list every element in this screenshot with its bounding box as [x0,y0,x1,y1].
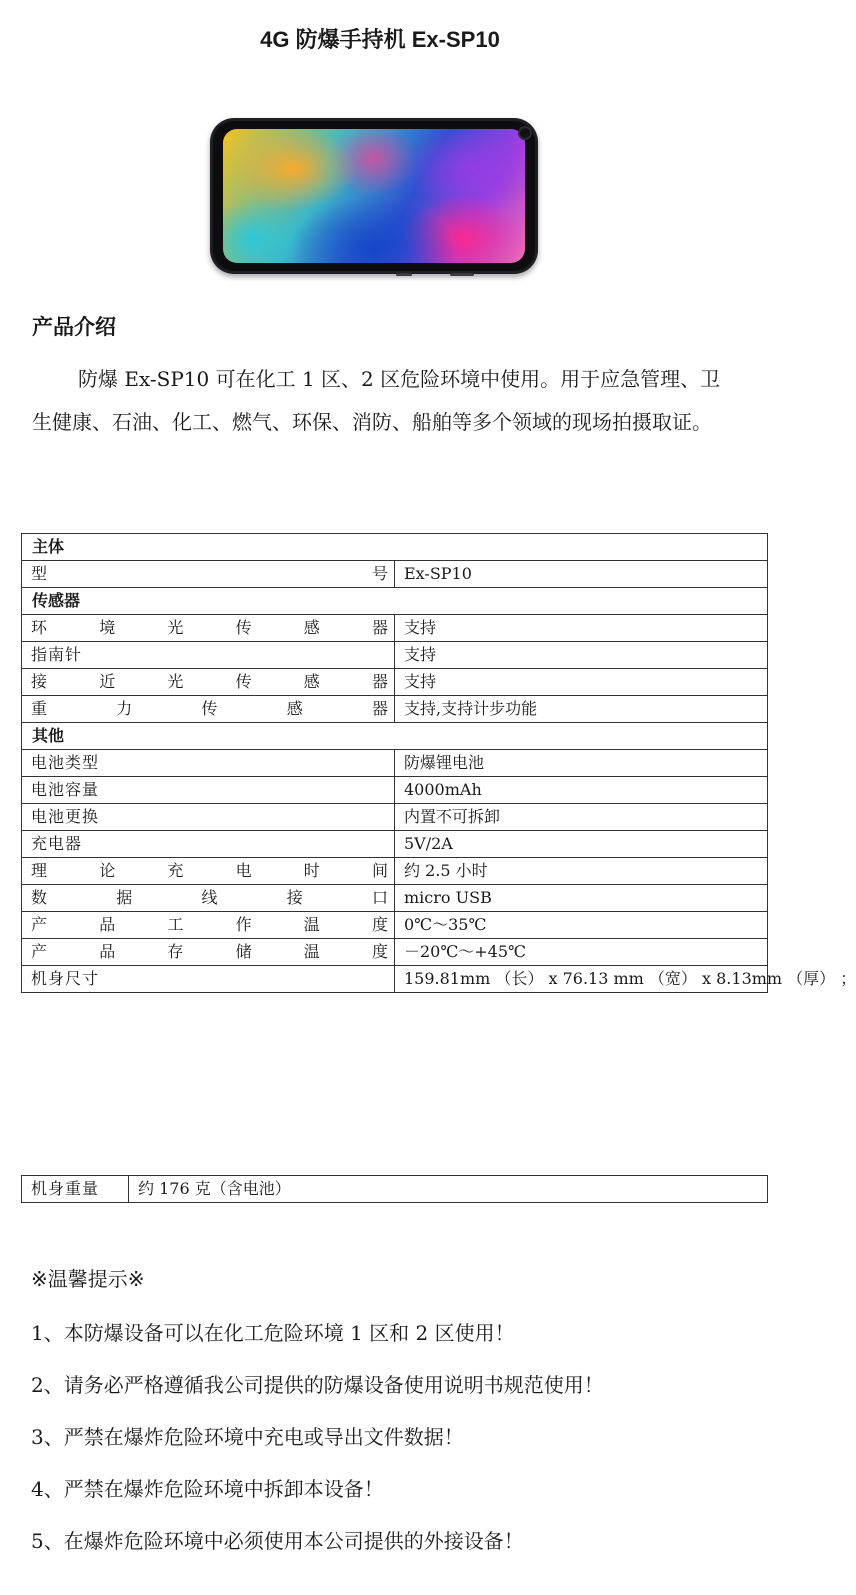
spec-label: 产品存储温度 [22,939,395,966]
table-row [22,696,768,723]
spec-label: 环境光传感器 [22,615,395,642]
spec-label: 重力传感器 [22,696,395,723]
spec-label: 产品工作温度 [22,912,395,939]
spec-label: 机身重量 [22,1176,129,1203]
spec-value: 0℃～35℃ [395,912,768,939]
section-label: 其他 [22,723,768,750]
spec-label: 理论充电时间 [22,858,395,885]
tip-item: 4、严禁在爆炸危险环境中拆卸本设备！ [31,1477,384,1501]
spec-label: 电池容量 [22,777,395,804]
product-image [210,118,538,274]
tip-item: 5、在爆炸危险环境中必须使用本公司提供的外接设备！ [31,1529,524,1553]
spec-label: 指南针 [22,642,395,669]
spec-value: 支持,支持计步功能 [395,696,768,723]
tip-item: 3、严禁在爆炸危险环境中充电或导出文件数据！ [31,1425,464,1449]
table-row [22,642,768,669]
camera-icon [518,126,532,140]
weight-table [21,1175,768,1203]
phone-screen [223,129,525,263]
spec-label: 型号 [22,561,395,588]
phone-bezel [213,121,535,271]
section-label: 传感器 [22,588,768,615]
intro-paragraph: 防爆 Ex-SP10 可在化工 1 区、2 区危险环境中使用。用于应急管理、卫生健康、石油、化工、燃气、环保、消防、船舶等多个领域的现场拍摄取证。 [32,367,721,434]
table-row [22,966,768,993]
spec-label: 接近光传感器 [22,669,395,696]
section-row [22,534,768,561]
spec-value: 5V/2A [395,831,768,858]
spec-value: 支持 [395,642,768,669]
table-row [22,885,768,912]
phone-button [396,273,412,276]
table-row [22,669,768,696]
table-row [22,777,768,804]
table-row [22,615,768,642]
spec-value: 支持 [395,669,768,696]
page-title: 4G 防爆手持机 Ex-SP10 [260,27,500,52]
spec-value: 防爆锂电池 [395,750,768,777]
spec-value: 约 2.5 小时 [395,858,768,885]
section-heading-intro: 产品介绍 [32,315,116,339]
spec-label: 电池类型 [22,750,395,777]
section-row [22,588,768,615]
spec-value: －20℃～+45℃ [395,939,768,966]
spec-value: Ex-SP10 [395,561,768,588]
table-row [22,561,768,588]
table-row [22,939,768,966]
spec-value: 159.81mm （长） x 76.13 mm （宽） x 8.13mm （厚） ； [395,966,768,993]
table-row [22,912,768,939]
table-row [22,1176,768,1203]
spec-value: 支持 [395,615,768,642]
spec-label: 充电器 [22,831,395,858]
spec-value: micro USB [395,885,768,912]
section-label: 主体 [22,534,768,561]
tip-item: 2、请务必严格遵循我公司提供的防爆设备使用说明书规范使用！ [31,1373,604,1397]
tip-item: 1、本防爆设备可以在化工危险环境 1 区和 2 区使用！ [31,1321,515,1345]
tips-title: ※温馨提示※ [31,1267,145,1291]
table-row [22,858,768,885]
table-row [22,831,768,858]
spec-label: 机身尺寸 [22,966,395,993]
spec-value: 约 176 克（含电池） [129,1176,768,1203]
spec-value: 内置不可拆卸 [395,804,768,831]
spec-label: 电池更换 [22,804,395,831]
phone-button [450,273,474,276]
spec-value: 4000mAh [395,777,768,804]
table-row [22,750,768,777]
table-row [22,804,768,831]
spec-label: 数据线接口 [22,885,395,912]
section-row [22,723,768,750]
spec-table [21,533,856,993]
